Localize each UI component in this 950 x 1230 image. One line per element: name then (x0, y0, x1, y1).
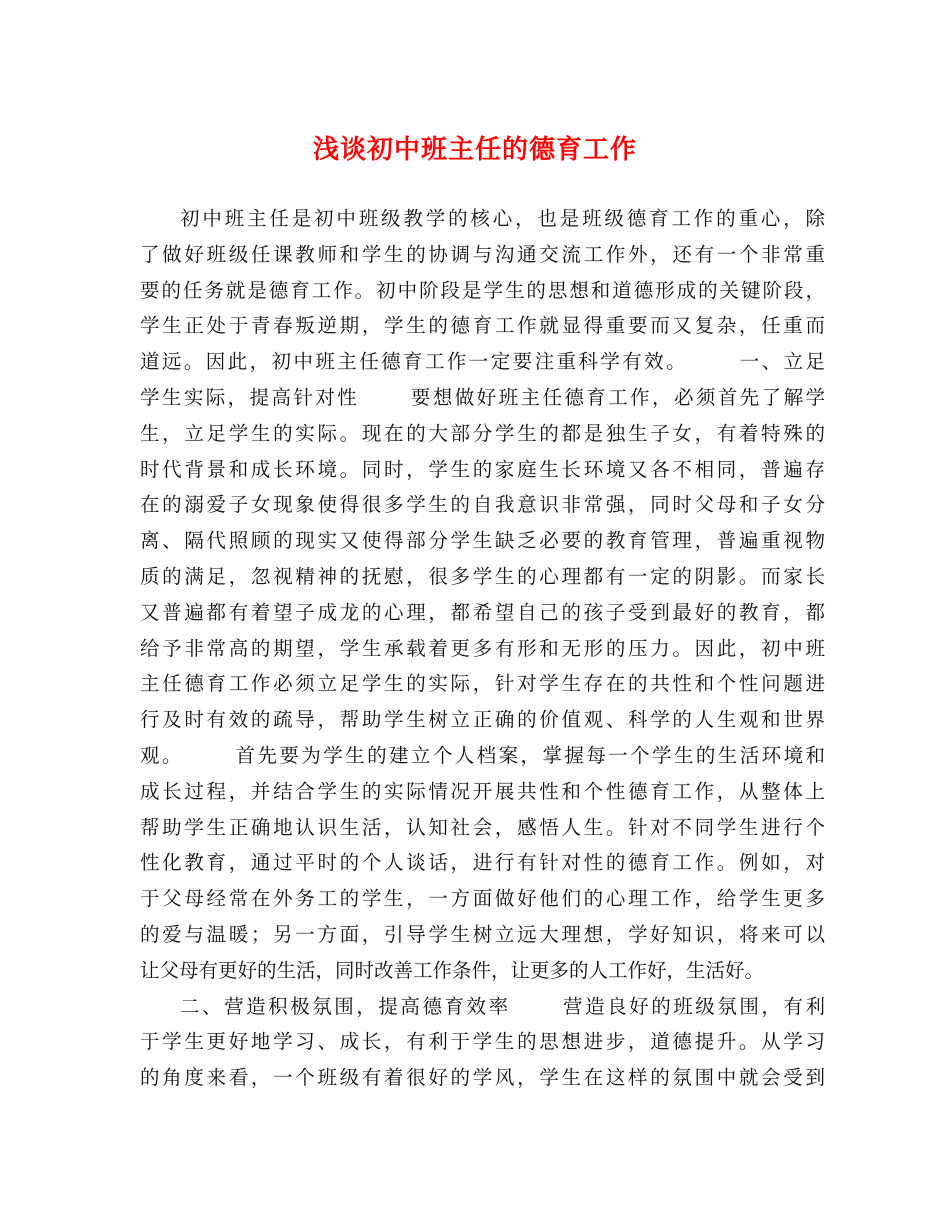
text-line: 要的任务就是德育工作。初中阶段是学生的思想和道德形成的关键阶段， (140, 278, 825, 302)
text-line: 帮助学生正确地认识生活，认知社会，感悟人生。针对不同学生进行个 (140, 815, 825, 839)
text-line: 的角度来看，一个班级有着很好的学风，学生在这样的氛围中就会受到 (140, 1066, 825, 1090)
text-line: 又普遍都有着望子成龙的心理，都希望自己的孩子受到最好的教育，都 (140, 600, 825, 624)
text-line: 了做好班级任课教师和学生的协调与沟通交流工作外，还有一个非常重 (140, 242, 825, 266)
text-line: 道远。因此，初中班主任德育工作一定要注重科学有效。 一、立足 (140, 350, 825, 374)
text-line: 学生实际，提高针对性 要想做好班主任德育工作，必须首先了解学 (140, 385, 825, 409)
text-line: 主任德育工作必须立足学生的实际，针对学生存在的共性和个性问题进 (140, 672, 825, 696)
text-line: 生，立足学生的实际。现在的大部分学生的都是独生子女，有着特殊的 (140, 421, 825, 445)
text-line: 二、营造积极氛围，提高德育效率 营造良好的班级氛围，有利 (180, 994, 825, 1018)
text-line: 于学生更好地学习、成长，有利于学生的思想进步，道德提升。从学习 (140, 1030, 825, 1054)
text-line: 学生正处于青春叛逆期，学生的德育工作就显得重要而又复杂，任重而 (140, 314, 825, 338)
text-line: 质的满足，忽视精神的抚慰，很多学生的心理都有一定的阴影。而家长 (140, 564, 825, 588)
text-line: 在的溺爱子女现象使得很多学生的自我意识非常强，同时父母和子女分 (140, 493, 825, 517)
text-line: 观。 首先要为学生的建立个人档案，掌握每一个学生的生活环境和 (140, 743, 825, 767)
text-line: 时代背景和成长环境。同时，学生的家庭生长环境又各不相同，普遍存 (140, 457, 825, 481)
text-line: 初中班主任是初中班级教学的核心，也是班级德育工作的重心，除 (180, 207, 825, 230)
text-line: 让父母有更好的生活，同时改善工作条件，让更多的人工作好，生活好。 (140, 958, 765, 982)
document-title: 浅谈初中班主任的德育工作 (312, 135, 637, 165)
text-line: 于父母经常在外务工的学生，一方面做好他们的心理工作，给学生更多 (140, 887, 825, 911)
text-line: 离、隔代照顾的现实又使得部分学生缺乏必要的教育管理，普遍重视物 (140, 529, 825, 553)
text-line: 给予非常高的期望，学生承载着更多有形和无形的压力。因此，初中班 (140, 636, 825, 660)
text-line: 性化教育，通过平时的个人谈话，进行有针对性的德育工作。例如，对 (140, 851, 825, 875)
text-line: 的爱与温暖；另一方面，引导学生树立远大理想，学好知识，将来可以 (140, 922, 825, 946)
document-body (140, 201, 825, 1096)
text-line: 成长过程，并结合学生的实际情况开展共性和个性德育工作，从整体上 (140, 779, 825, 803)
text-line: 行及时有效的疏导，帮助学生树立正确的价值观、科学的人生观和世界 (140, 708, 825, 732)
